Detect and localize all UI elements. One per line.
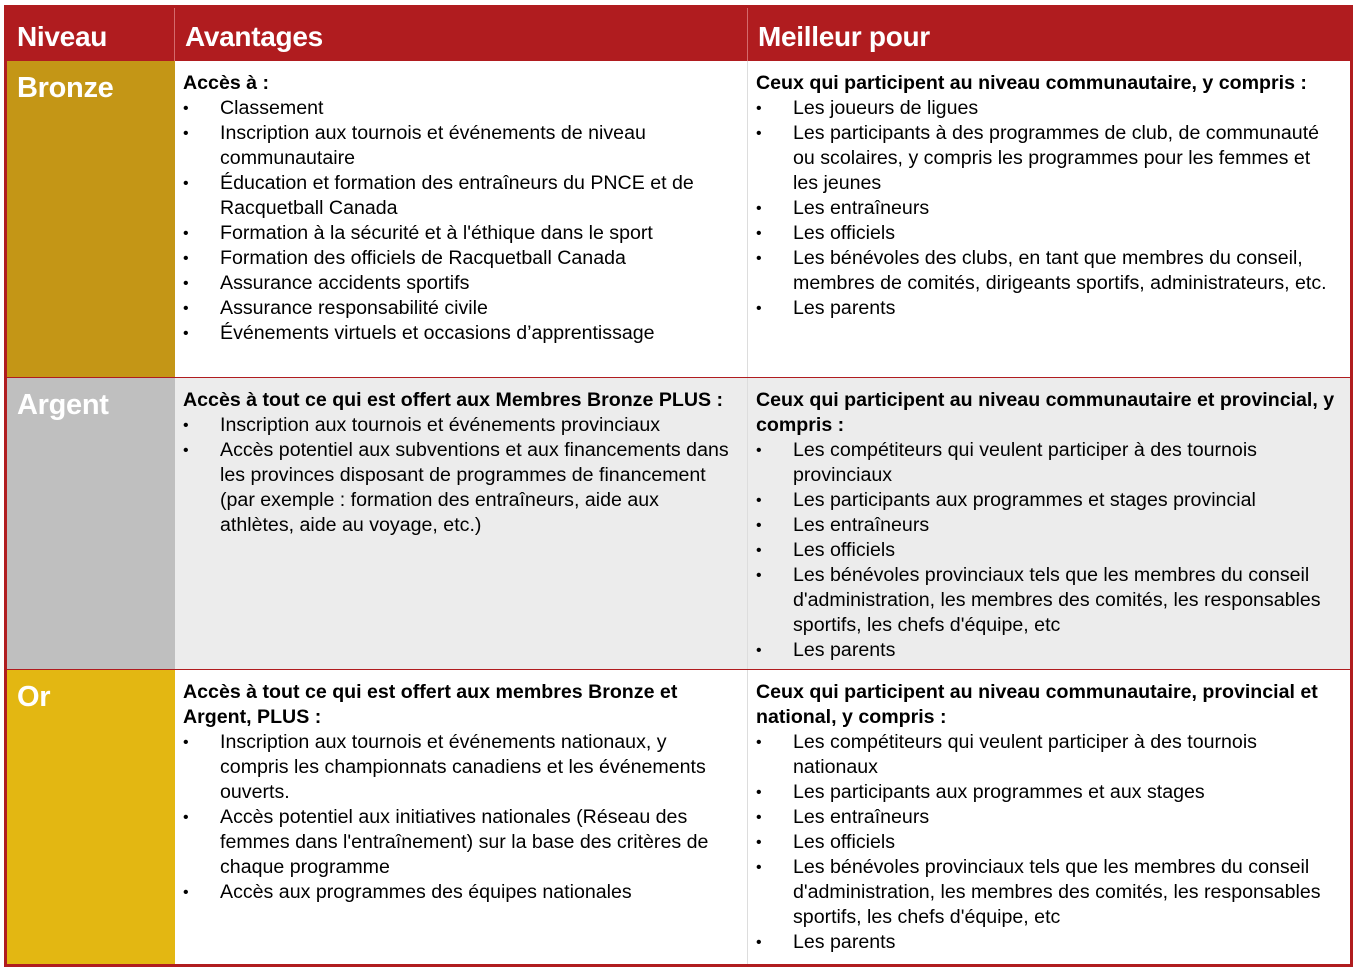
bullet-icon: • [756, 542, 762, 559]
membership-table [4, 5, 1353, 967]
list-item [756, 488, 1340, 513]
list-item-text: Les participants aux programmes et aux stages [793, 781, 1205, 803]
list-item-text: Assurance responsabilité civile [220, 297, 488, 319]
list-item [756, 438, 1340, 488]
bullet-icon: • [756, 250, 762, 267]
bullet-icon: • [756, 225, 762, 242]
header-niveau: Niveau [7, 8, 175, 61]
bullet-icon: • [183, 300, 189, 317]
bullet-icon: • [183, 417, 189, 434]
bullet-icon: • [756, 567, 762, 584]
list-item-text: Les participants à des programmes de club, de communauté ou scolaires, y compris les programmes pour les femmes et les jeunes [793, 122, 1320, 194]
best-for-list [756, 438, 1340, 663]
list-item-text: Événements virtuels et occasions d’apprentissage [220, 322, 655, 344]
bullet-icon: • [756, 492, 762, 509]
list-item-text: Accès potentiel aux subventions et aux financements dans les provinces disposant de programmes de financement (par exemple : formation des entraîneurs, aide aux athlètes, aide au voyage, etc.) [220, 439, 729, 536]
bullet-icon: • [756, 300, 762, 317]
list-item-text: Les compétiteurs qui veulent participer à des tournois provinciaux [793, 439, 1257, 486]
list-item-text: Accès aux programmes des équipes nationales [220, 881, 632, 903]
list-item [756, 780, 1340, 805]
tier-name-bronze: Bronze [7, 61, 175, 377]
best-for-cell-argent [748, 378, 1350, 669]
list-item [756, 96, 1340, 121]
header-meilleur-pour: Meilleur pour [758, 21, 930, 52]
list-item [183, 413, 737, 438]
list-item-text: Inscription aux tournois et événements provinciaux [220, 414, 661, 436]
bullet-icon: • [183, 125, 189, 142]
list-item [183, 321, 737, 346]
benefits-cell-bronze [175, 61, 748, 377]
benefits-cell-or [175, 670, 748, 964]
list-item [756, 563, 1340, 638]
benefits-lead: Accès à tout ce qui est offert aux membres Bronze et Argent, PLUS : [183, 681, 678, 728]
list-item [183, 805, 737, 880]
bullet-icon: • [183, 250, 189, 267]
list-item-text: Inscription aux tournois et événements nationaux, y compris les championnats canadiens et les événements ouverts. [220, 731, 706, 803]
list-item [756, 196, 1340, 221]
list-item-text: Éducation et formation des entraîneurs du PNCE et de Racquetball Canada [220, 172, 694, 219]
list-item-text: Les entraîneurs [793, 197, 930, 219]
benefits-lead: Accès à tout ce qui est offert aux Membres Bronze PLUS : [183, 389, 724, 411]
bullet-icon: • [183, 442, 189, 459]
benefits-list [183, 96, 737, 346]
list-item-text: Les parents [793, 297, 896, 319]
list-item-text: Les entraîneurs [793, 514, 930, 536]
list-item [756, 513, 1340, 538]
bullet-icon: • [756, 784, 762, 801]
table-header-row [7, 8, 1350, 61]
list-item-text: Classement [220, 97, 324, 119]
list-item-text: Formation à la sécurité et à l'éthique dans le sport [220, 222, 653, 244]
list-item [183, 171, 737, 221]
list-item [183, 880, 737, 905]
bullet-icon: • [756, 734, 762, 751]
best-for-cell-bronze [748, 61, 1350, 377]
tier-row-bronze [7, 61, 1350, 377]
bullet-icon: • [183, 175, 189, 192]
bullet-icon: • [756, 100, 762, 117]
list-item [756, 638, 1340, 663]
list-item-text: Les bénévoles provinciaux tels que les membres du conseil d'administration, les membres des comités, les responsables sportifs, les chefs d'équipe, etc [793, 564, 1321, 636]
list-item-text: Les bénévoles des clubs, en tant que membres du conseil, membres de comités, dirigeants sportifs, administrateurs, etc. [793, 247, 1327, 294]
best-for-list [756, 96, 1340, 321]
list-item [183, 296, 737, 321]
list-item [756, 805, 1340, 830]
bullet-icon: • [183, 884, 189, 901]
bullet-icon: • [756, 517, 762, 534]
list-item [756, 246, 1340, 296]
bullet-icon: • [183, 275, 189, 292]
list-item-text: Assurance accidents sportifs [220, 272, 470, 294]
list-item [183, 438, 737, 538]
list-item-text: Les compétiteurs qui veulent participer à des tournois nationaux [793, 731, 1257, 778]
list-item [183, 121, 737, 171]
list-item [183, 96, 737, 121]
bullet-icon: • [756, 809, 762, 826]
list-item [756, 830, 1340, 855]
list-item-text: Les parents [793, 639, 896, 661]
bullet-icon: • [183, 100, 189, 117]
bullet-icon: • [756, 642, 762, 659]
bullet-icon: • [183, 734, 189, 751]
list-item [756, 538, 1340, 563]
benefits-lead: Accès à : [183, 72, 270, 94]
best-for-list [756, 730, 1340, 955]
benefits-list [183, 730, 737, 905]
tier-name-argent: Argent [7, 378, 175, 669]
list-item [756, 296, 1340, 321]
list-item-text: Inscription aux tournois et événements de niveau communautaire [220, 122, 646, 169]
bullet-icon: • [756, 125, 762, 142]
list-item-text: Les officiels [793, 831, 896, 853]
list-item [183, 730, 737, 805]
list-item [756, 855, 1340, 930]
list-item [756, 221, 1340, 246]
bullet-icon: • [756, 934, 762, 951]
list-item [756, 121, 1340, 196]
tier-row-or [7, 670, 1350, 964]
bullet-icon: • [756, 859, 762, 876]
best-for-lead: Ceux qui participent au niveau communautaire, provincial et national, y compris : [756, 681, 1318, 728]
best-for-lead: Ceux qui participent au niveau communautaire et provincial, y compris : [756, 389, 1335, 436]
bullet-icon: • [183, 225, 189, 242]
list-item [183, 246, 737, 271]
best-for-lead: Ceux qui participent au niveau communautaire, y compris : [756, 72, 1307, 94]
bullet-icon: • [756, 200, 762, 217]
list-item-text: Les bénévoles provinciaux tels que les membres du conseil d'administration, les membres des comités, les responsables sportifs, les chefs d'équipe, etc [793, 856, 1321, 928]
list-item-text: Les participants aux programmes et stages provincial [793, 489, 1256, 511]
list-item-text: Les parents [793, 931, 896, 953]
list-item-text: Les officiels [793, 539, 896, 561]
benefits-list [183, 413, 737, 538]
list-item [183, 271, 737, 296]
list-item [183, 221, 737, 246]
list-item [756, 930, 1340, 955]
list-item-text: Les entraîneurs [793, 806, 930, 828]
tier-name-or: Or [7, 670, 175, 964]
benefits-cell-argent [175, 378, 748, 669]
bullet-icon: • [756, 834, 762, 851]
best-for-cell-or [748, 670, 1350, 964]
tier-row-argent [7, 378, 1350, 669]
list-item-text: Les joueurs de ligues [793, 97, 979, 119]
bullet-icon: • [756, 442, 762, 459]
bullet-icon: • [183, 809, 189, 826]
header-avantages: Avantages [175, 8, 748, 61]
list-item-text: Accès potentiel aux initiatives nationales (Réseau des femmes dans l'entraînement) sur la base des critères de chaque programme [220, 806, 709, 878]
list-item [756, 730, 1340, 780]
bullet-icon: • [183, 325, 189, 342]
list-item-text: Les officiels [793, 222, 896, 244]
list-item-text: Formation des officiels de Racquetball Canada [220, 247, 626, 269]
